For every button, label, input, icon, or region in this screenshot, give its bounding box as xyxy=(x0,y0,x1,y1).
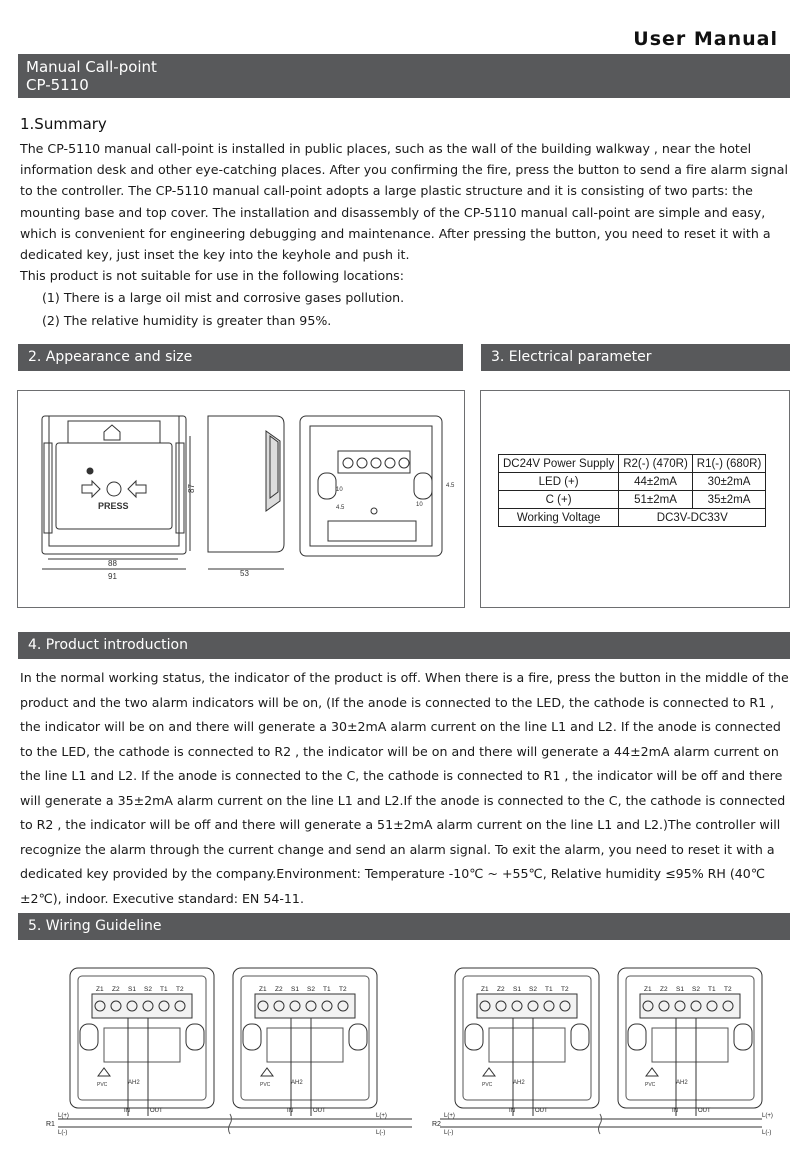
wiring-unit xyxy=(618,968,762,1116)
terminal-label: Z2 xyxy=(660,986,668,993)
product-title-bar xyxy=(18,54,790,98)
terminal-label: S1 xyxy=(513,986,521,993)
dim-height: 87 xyxy=(187,484,196,493)
line-neg-label: L(-) xyxy=(58,1130,68,1136)
table-header-row xyxy=(499,455,766,473)
dim-outer-width: 91 xyxy=(108,572,117,581)
unit-label: AH2 xyxy=(291,1080,303,1086)
r1-label: R1 xyxy=(46,1121,55,1128)
terminal-label: Z2 xyxy=(275,986,283,993)
recycle-icon xyxy=(261,1068,273,1076)
r2-label: R2 xyxy=(432,1121,441,1128)
terminal-label: S1 xyxy=(291,986,299,993)
pvc-label: PVC xyxy=(97,1082,108,1088)
product-model: CP-5110 xyxy=(26,76,89,94)
dim-depth: 53 xyxy=(240,569,249,578)
table-row xyxy=(499,491,766,509)
dim-inner-width: 88 xyxy=(108,559,117,568)
terminal-label: Z1 xyxy=(96,986,104,993)
break-mark xyxy=(229,1114,232,1134)
mount-slot xyxy=(243,1024,261,1050)
table-cell: 30±2mA xyxy=(692,473,766,491)
mount-slot xyxy=(465,1024,483,1050)
terminal-label: S2 xyxy=(529,986,537,993)
mount-slot xyxy=(734,1024,752,1050)
appearance-heading: 2. Appearance and size xyxy=(18,344,463,371)
wiring-diagram xyxy=(40,964,790,1140)
wiring-heading: 5. Wiring Guideline xyxy=(18,913,790,940)
in-label: IN xyxy=(672,1108,678,1114)
recycle-icon xyxy=(98,1068,110,1076)
terminal-label: Z2 xyxy=(497,986,505,993)
line-pos-label: L(+) xyxy=(444,1113,455,1119)
table-cell: 44±2mA xyxy=(619,473,693,491)
electrical-panel xyxy=(480,390,790,608)
table-header-cell: R1(-) (680R) xyxy=(692,455,766,473)
mount-slot xyxy=(349,1024,367,1050)
introduction-heading: 4. Product introduction xyxy=(18,632,790,659)
out-label: OUT xyxy=(535,1108,548,1114)
pvc-label: PVC xyxy=(260,1082,271,1088)
summary-item: (2) The relative humidity is greater than 95%. xyxy=(42,313,332,329)
center-window xyxy=(489,1028,565,1062)
recycle-icon xyxy=(646,1068,658,1076)
press-label: PRESS xyxy=(98,501,129,511)
dim-slot-d: 4.5 xyxy=(446,483,455,489)
line-neg-label: L(-) xyxy=(376,1130,386,1136)
table-cell: DC3V-DC33V xyxy=(619,509,766,527)
dim-slot-a: 10 xyxy=(336,487,343,493)
terminal-label: T2 xyxy=(339,986,347,993)
appearance-drawing xyxy=(18,391,464,607)
terminal-label: S2 xyxy=(307,986,315,993)
terminal-label: Z2 xyxy=(112,986,120,993)
break-mark xyxy=(599,1114,602,1134)
table-row xyxy=(499,473,766,491)
line-neg-label: L(-) xyxy=(762,1130,772,1136)
line-pos-label: L(+) xyxy=(58,1113,69,1119)
appearance-panel xyxy=(17,390,465,608)
table-header-cell: DC24V Power Supply xyxy=(499,455,619,473)
mount-slot xyxy=(628,1024,646,1050)
terminal-label: T1 xyxy=(545,986,553,993)
center-window xyxy=(652,1028,728,1062)
document-title: User Manual xyxy=(633,28,778,50)
terminal-label: T2 xyxy=(176,986,184,993)
out-label: OUT xyxy=(313,1108,326,1114)
table-header-cell: R2(-) (470R) xyxy=(619,455,693,473)
wiring-unit xyxy=(455,968,599,1116)
out-label: OUT xyxy=(698,1108,711,1114)
unit-outline xyxy=(618,968,762,1108)
electrical-heading: 3. Electrical parameter xyxy=(481,344,790,371)
terminal-block xyxy=(640,994,740,1018)
wiring-unit xyxy=(70,968,214,1116)
table-cell: Working Voltage xyxy=(499,509,619,527)
center-window xyxy=(104,1028,180,1062)
unit-outline xyxy=(70,968,214,1108)
terminal-label: Z1 xyxy=(481,986,489,993)
summary-body: The CP-5110 manual call-point is installed in public places, such as the wall of the building walkway , near the hotel information desk and other eye-catching places. After you confirming the fire, press the button to send a fire alarm signal to the controller. The CP-5110 manual call-point adopts a large plastic structure and it is consisting of two parts: the mounting base and top cover. The installation and disassembly of the CP-5110 manual call-point are simple and easy, which is convenient for engineering debugging and maintenance. After pressing the button, you need to reset it with a dedicated key, just inset the key into the keyhole and push it. xyxy=(20,141,788,263)
unit-label: AH2 xyxy=(128,1080,140,1086)
summary-heading: 1.Summary xyxy=(20,115,107,133)
unit-outline xyxy=(233,968,377,1108)
wiring-unit xyxy=(233,968,377,1116)
mount-slot xyxy=(186,1024,204,1050)
dim-slot-c: 4.5 xyxy=(336,505,345,511)
terminal-label: S2 xyxy=(692,986,700,993)
line-pos-label: L(+) xyxy=(762,1113,773,1119)
terminal-label: Z1 xyxy=(259,986,267,993)
center-window xyxy=(267,1028,343,1062)
terminal-label: Z1 xyxy=(644,986,652,993)
product-name: Manual Call-point xyxy=(26,58,157,76)
mount-slot xyxy=(80,1024,98,1050)
recycle-icon xyxy=(483,1068,495,1076)
unit-outline xyxy=(455,968,599,1108)
summary-item: (1) There is a large oil mist and corrosive gases pollution. xyxy=(42,290,405,306)
unit-label: AH2 xyxy=(676,1080,688,1086)
terminal-block xyxy=(255,994,355,1018)
out-label: OUT xyxy=(150,1108,163,1114)
line-pos-label: L(+) xyxy=(376,1113,387,1119)
terminal-label: T1 xyxy=(708,986,716,993)
table-cell: 51±2mA xyxy=(619,491,693,509)
summary-unsuitable-intro: This product is not suitable for use in the following locations: xyxy=(20,268,404,284)
terminal-label: S1 xyxy=(128,986,136,993)
terminal-block xyxy=(92,994,192,1018)
unit-label: AH2 xyxy=(513,1080,525,1086)
in-label: IN xyxy=(124,1108,130,1114)
in-label: IN xyxy=(509,1108,515,1114)
table-cell: LED (+) xyxy=(499,473,619,491)
terminal-label: T1 xyxy=(160,986,168,993)
terminal-label: S2 xyxy=(144,986,152,993)
table-cell: C (+) xyxy=(499,491,619,509)
introduction-body: In the normal working status, the indicator of the product is off. When there is a fire, press the button in the middle of the product and the two alarm indicators will be on, (If the anode is connected to the LED, the cathode is connected to R1 , the indicator will be on and there will generate a 30±2mA alarm current on the line L1 and L2. If the anode is connected to the LED, the cathode is connected to R2 , the indicator will be on and there will generate a 44±2mA alarm current on the line L1 and L2. If the anode is connected to the C, the cathode is connected to R1 , the indicator will be off and there will generate a 35±2mA alarm current on the line L1 and L2.If the anode is connected to the C, the cathode is connected to R2 , the indicator will be off and there will generate a 51±2mA alarm current on the line L1 and L2.)The controller will recognize the alarm through the current change and send an alarm signal. To exit the alarm, you need to reset it with a dedicated key provided by the company.Environment: Temperature -10℃ ~ +55℃, Relative humidity ≤95% RH (40℃±2℃), indoor. Executive standard: EN 54-11. xyxy=(20,670,789,906)
summary-section xyxy=(20,138,790,332)
in-label: IN xyxy=(287,1108,293,1114)
electrical-table xyxy=(498,454,766,527)
table-cell: 35±2mA xyxy=(692,491,766,509)
mount-slot xyxy=(571,1024,589,1050)
pvc-label: PVC xyxy=(645,1082,656,1088)
terminal-label: T2 xyxy=(561,986,569,993)
dim-slot-b: 10 xyxy=(416,502,423,508)
table-row xyxy=(499,509,766,527)
terminal-label: S1 xyxy=(676,986,684,993)
terminal-block xyxy=(477,994,577,1018)
line-neg-label: L(-) xyxy=(444,1130,454,1136)
pvc-label: PVC xyxy=(482,1082,493,1088)
terminal-label: T2 xyxy=(724,986,732,993)
terminal-label: T1 xyxy=(323,986,331,993)
